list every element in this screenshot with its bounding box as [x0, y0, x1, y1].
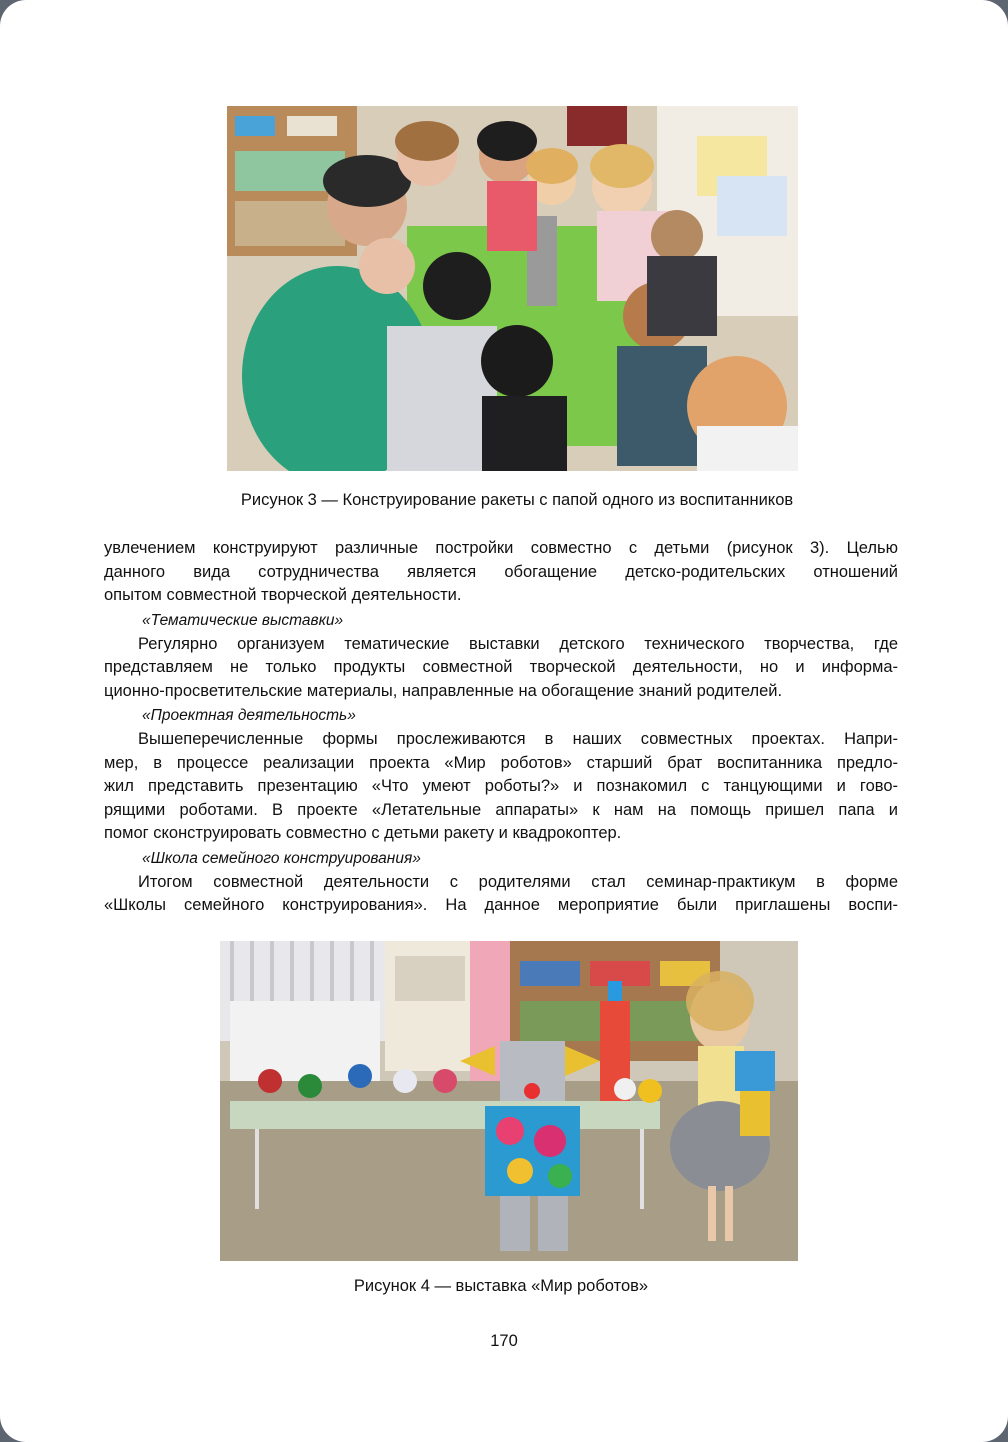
- text-line: Регулярно организуем тематические выставки детского технического творчества, где: [138, 634, 898, 653]
- text-line: помог сконструировать совместно с детьми ракету и квадрокоптер.: [104, 824, 622, 842]
- paragraph-3: [104, 728, 898, 846]
- section-heading-family-school: «Школа семейного конструирования»: [142, 849, 421, 867]
- section-heading-exhibitions: «Тематические выставки»: [142, 611, 344, 629]
- paragraph-1: [104, 537, 898, 608]
- text-line: Итогом совместной деятельности с родителями стал семинар-практикум в форме: [138, 872, 898, 891]
- body-text: [104, 537, 898, 918]
- text-line: ционно-просветительские материалы, направленные на обогащение знаний родителей.: [104, 681, 783, 700]
- figure-3-caption: Рисунок 3 — Конструирование ракеты с папой одного из воспитанников: [240, 491, 794, 509]
- text-line: мер, в процессе реализации проекта «Мир роботов» старший брат воспитанника предло-: [104, 753, 898, 772]
- text-line: увлечением конструируют различные постройки совместно с детьми (рисунок 3). Целью: [104, 539, 898, 557]
- text-line: опытом совместной творческой деятельности.: [104, 586, 462, 604]
- paragraph-2: [104, 633, 898, 704]
- text-line: жил представить презентацию «Что умеют роботы?» и познакомил с танцующими и гово-: [104, 777, 898, 795]
- text-line: представляем не только продукты совместной творческой деятельности, но и информа-: [104, 658, 898, 676]
- text-line: «Школы семейного конструирования». На данное мероприятие были приглашены воспи-: [104, 896, 898, 914]
- figure-4-caption: Рисунок 4 — выставка «Мир роботов»: [353, 1277, 649, 1295]
- section-heading-projects: «Проектная деятельность»: [142, 707, 356, 724]
- figure-4-photo: [220, 941, 798, 1261]
- text-line: Вышеперечисленные формы прослеживаются в наших совместных проектах. Напри-: [138, 730, 898, 748]
- figure-3-illustration: [227, 106, 798, 471]
- paragraph-4: [104, 871, 898, 918]
- figure-4-illustration: [220, 941, 798, 1261]
- text-line: рящими роботами. В проекте «Летательные аппараты» к нам на помощь пришел папа и: [104, 800, 898, 819]
- text-line: данного вида сотрудничества является обогащение детско-родительских отношений: [104, 562, 898, 581]
- page-number: 170: [490, 1332, 518, 1350]
- figure-3-photo: [227, 106, 798, 471]
